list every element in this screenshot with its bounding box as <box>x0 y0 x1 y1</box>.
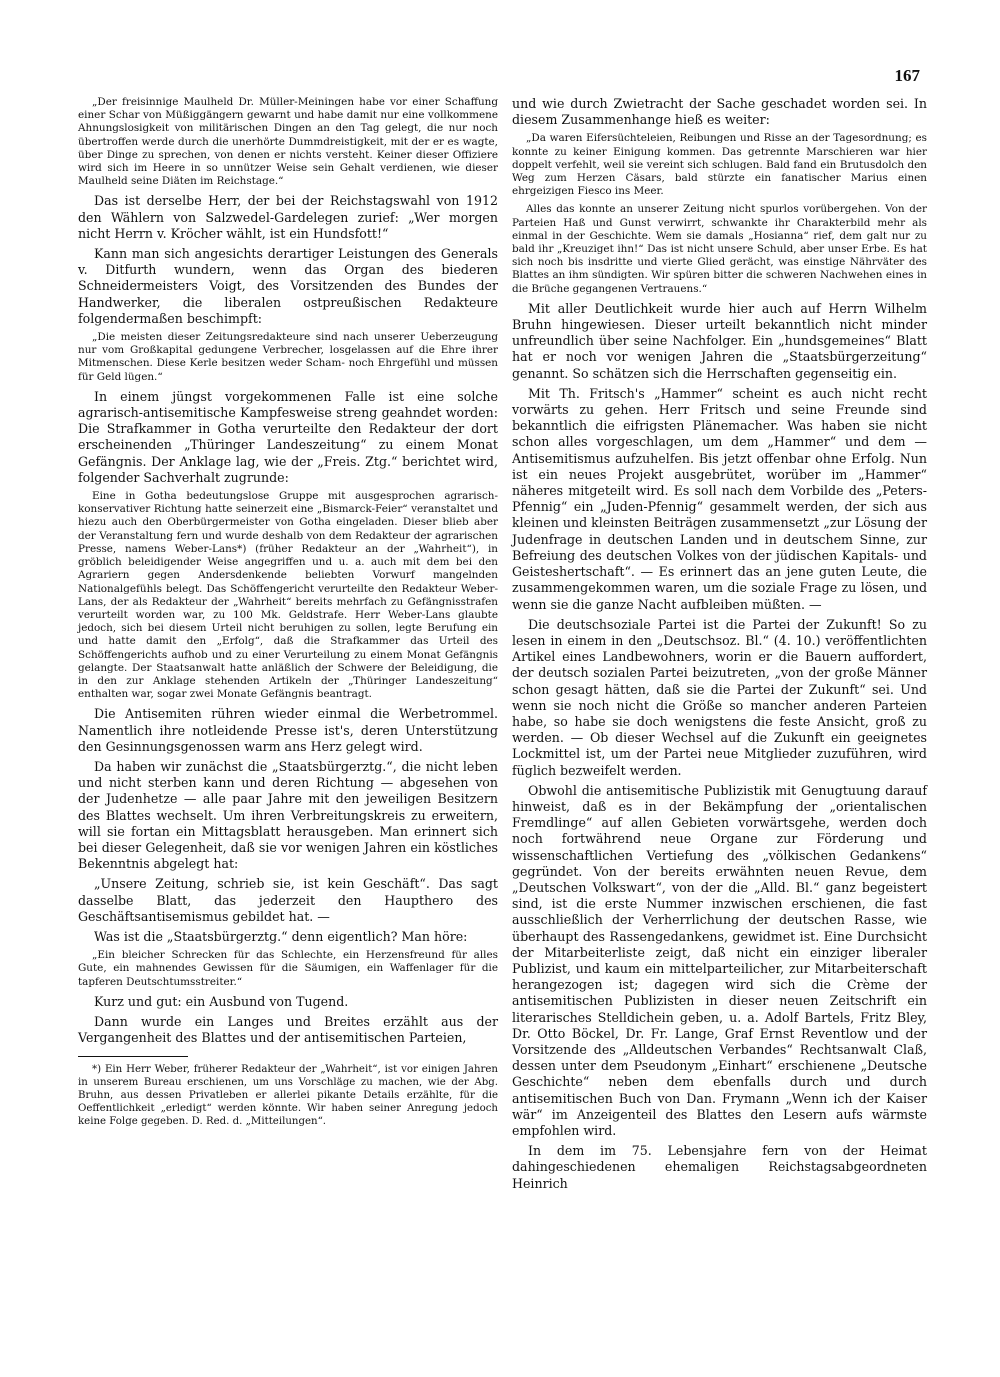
paragraph: Kann man sich angesichts derartiger Leistungen des Generals v. Ditfurth wundern, wenn das Organ des biederen Schneidermeisters Voigt, des Vorsitzenden des Bundes der Handwerker, die liberalen ostpreußischen Redakteure folgendermaßen beschimpft: <box>78 246 498 326</box>
paragraph: Das ist derselbe Herr, der bei der Reichstagswahl von 1912 den Wählern von Salzwedel-Gardelegen zurief: „Wer morgen nicht Herrn v. Kröcher wählt, ist ein Hundsfott!“ <box>78 193 498 241</box>
quote-redakteure: „Die meisten dieser Zeitungsredakteure sind nach unserer Ueberzeugung nur vom Großkapital gedungene Verbrecher, losgelassen auf die Ehre ihrer Mitmenschen. Diese Kerle besitzen weder Scham- noch Ehrgefühl und müssen für Geld lügen.“ <box>78 331 498 383</box>
paragraph: Die deutschsoziale Partei ist die Partei der Zukunft! So zu lesen in einem in den „Deutschsoz. Bl.“ (4. 10.) veröffentlichten Artikel eines Landbewohners, worin er die Bauern auffordert, der deutsch sozialen Partei beizutreten, „von der große Männer schon gesagt hätten, daß sie die Partei der Zukunft“ sei. Und wenn sie noch nicht die Größe so mancher anderen Parteien habe, so habe sie doch wenigstens die feste Ansicht, groß zu werden. — Ob dieser Wechsel auf die Zukunft ein geeignetes Lockmittel ist, um der Partei neue Mitglieder zuzuführen, wird füglich bezweifelt werden. <box>512 616 927 778</box>
quote-gotha-case: Eine in Gotha bedeutungslose Gruppe mit ausgesprochen agrarisch-konservativer Richtung hatte seinerzeit eine „Bismarck-Feier“ veranstaltet und hiezu auch den Oberbürgermeister von Gotha eingeladen. Dieser blieb aber der Veranstaltung fern und wurde deshalb von dem Redakteur der agrarischen Presse, namens Weber-Lans*) (früher Redakteur an der „Wahrheit“), in gröblich beleidigender Weise angegriffen und u. a. auch mit dem bei den Agrariern gegen Andersdenkende beliebten Vorwurf mangelnden Nationalgefühls belegt. Das Schöffengericht verurteilte den Redakteur Weber-Lans, der als Redakteur der „Wahrheit“ bereits mehrfach zu Gefängnisstrafen verurteilt worden war, zu 100 Mk. Geldstrafe. Herr Weber-Lans glaubte jedoch, sich bei diesem Urteil nicht beruhigen zu sollen, legte Berufung ein und hatte damit den „Erfolg“, daß die Strafkammer das Urteil des Schöffengerichts aufhob und zu einer Verurteilung zu einem Monat Gefängnis gelangte. Der Staatsanwalt hatte anläßlich der Schwere der Beleidigung, die in den zur Anklage stehenden Artikeln der „Thüringer Landeszeitung“ enthalten war, sogar zwei Monate Gefängnis beantragt. <box>78 490 498 701</box>
paragraph: Mit Th. Fritsch's „Hammer“ scheint es auch nicht recht vorwärts zu gehen. Herr Fritsch und seine Freunde sind bekanntlich die eifrigsten Plänemacher. Was haben sie nicht schon alles vorgeschlagen, um dem „Hammer“ und dem — Antisemitismus aufzuhelfen. Bis jetzt offenbar ohne Erfolg. Nun ist ein neues Projekt ausgebrütet, worüber im „Hammer“ näheres mitgeteilt wird. Es soll nach dem Vorbilde des „Peters-Pfennig“ ein „Juden-Pfennig“ gesammelt werden, der sich aus kleinen und kleinsten Beiträgen zusammensetzt „zur Lösung der Judenfrage in deutschen Landen und in deutschem Sinne, zur Befreiung des deutschen Volkes von der jüdischen Kapitals- und Geisteshertschaft“. — Es erinnert das an jene guten Leute, die zusammengekommen waren, um die soziale Frage zu lösen, und wenn sie die ganze Nacht aufbleiben müßten. — <box>512 385 927 612</box>
paragraph: Was ist die „Staatsbürgerztg.“ denn eigentlich? Man höre: <box>94 928 468 944</box>
paragraph: In dem im 75. Lebensjahre fern von der Heimat dahingeschiedenen ehemaligen Reichstagsabgeordneten Heinrich <box>512 1143 927 1191</box>
left-column <box>78 96 498 1128</box>
paragraph: „Unsere Zeitung, schrieb sie, ist kein Geschäft“. Das sagt dasselbe Blatt, das jederzeit den Haupthero des Geschäftsantisemismus gebildet hat. — <box>78 876 498 924</box>
footnote: *) Ein Herr Weber, früherer Redakteur der „Wahrheit“, ist vor einigen Jahren in unserem Bureau erschienen, um uns Vorschläge zu machen, wie der Abg. Bruhn, aus dessen Privatleben er allerlei pikante Details erzählte, für die Oeffentlichkeit „erledigt“ werden könnte. Wir haben seiner Anregung jedoch keine Folge gegeben. D. Red. d. „Mitteilungen“. <box>78 1064 498 1128</box>
paragraph: Obwohl die antisemitische Publizistik mit Genugtuung darauf hinweist, daß es in der Bekämpfung der „orientalischen Fremdlinge“ auf allen Gebieten vorwärtsgehe, werden doch noch fortwährend neue Organe zur Förderung und wissenschaftlichen Vertiefung des „völkischen Gedankens“ gegründet. Von der bereits erwähnten neuen Revue, dem „Deutschen Volkswart“, von der die „Alld. Bl.“ ganz begeistert sind, ist die erste Nummer inzwischen erschienen, die fast ausschließlich der Verherrlichung der deutschen Rasse, wie überhaupt des Rassengedankens, gewidmet ist. Eine Durchsicht der Mitarbeiterliste zeigt, daß nicht ein einziger liberaler Publizist, und kaum ein mittelparteilicher, zur Mitarbeiterschaft herangezogen ist; dagegen wird sich die Crème der antisemitischen Publizisten in dieser neuen Zeitschrift ein literarisches Stelldichein geben, u. a. Adolf Bartels, Fritz Bley, Dr. Otto Böckel, Dr. Fr. Lange, Graf Ernst Reventlow und der Vorsitzende des „Alldeutschen Verbandes“ Rechtsanwalt Claß, dessen unter dem Pseudonym „Einhart“ erschienene „Deutsche Geschichte“ neben dem ebenfalls durch und durch antisemitischen Buch von Dan. Frymann „Wenn ich der Kaiser wär“ im Anzeigenteil des Blattes den Lesern aufs wärmste empfohlen wird. <box>512 782 927 1138</box>
paragraph: Mit aller Deutlichkeit wurde hier auch auf Herrn Wilhelm Bruhn hingewiesen. Dieser urteilt bekanntlich nicht minder unfreundlich über seine Nachfolger. Ein „hundsgemeines“ Blatt hat er noch vor wenigen Jahren die „Staatsbürgerzeitung“ genannt. So schätzen sich die Herrschaften gegenseitig ein. <box>512 300 927 381</box>
paragraph: Die Antisemiten rühren wieder einmal die Werbetrommel. Namentlich ihre notleidende Presse ist's, deren Unterstützung den Gesinnungsgenossen warm ans Herz gelegt wird. <box>78 706 498 754</box>
right-column <box>512 96 927 1196</box>
paragraph: Da haben wir zunächst die „Staatsbürgerztg.“, die nicht leben und nicht sterben kann und deren Richtung — abgesehen von der Judenhetze — alle paar Jahre mit den jeweiligen Besitzern des Blattes wechselt. Um ihren Verbreitungskreis zu erweitern, will sie fortan ein Mittagsblatt herausgeben. Man erinnert sich bei dieser Gelegenheit, daß sie vor wenigen Jahren ein köstliches Bekenntnis abgelegt hat: <box>78 758 498 872</box>
paragraph: In einem jüngst vorgekommenen Falle ist eine solche agrarisch-antisemitische Kampfesweise streng geahndet worden: Die Strafkammer in Gotha verurteilte den Redakteur der dort erscheinenden „Thüringer Landeszeitung“ zu einem Monat Gefängnis. Der Anklage lag, wie der „Freis. Ztg.“ berichtet wird, folgender Sachverhalt zugrunde: <box>78 388 498 485</box>
paragraph: Kurz und gut: ein Ausbund von Tugend. <box>94 993 349 1009</box>
quote-vertrauen: Alles das konnte an unserer Zeitung nicht spurlos vorübergehen. Von der Parteien Haß und Gunst verwirrt, schwankte ihr Charakterbild mehr als einmal in der Geschichte. Wem sie damals „Hosianna“ rief, dem galt nur zu bald ihr „Kreuziget ihn!“ Das ist nicht unsere Schuld, aber unser Erbe. Es hat sich noch bis insdritte und vierte Glied gerächt, was einstige Nährväter des Blattes an ihm sündigten. Wir spüren bitter die schweren Nachwehen eines in die Brüche gegangenen Vertrauens.“ <box>512 203 927 295</box>
page-number: 167 <box>894 66 920 85</box>
quote-mueller-meiningen: „Der freisinnige Maulheld Dr. Müller-Meiningen habe vor einer Schaffung einer Schar von Müßiggängern gewarnt und habe damit nur eine vollkommene Ahnungslosigkeit von militärischen Dingen an den Tag gelegt, die nur noch übertroffen werde durch die unerhörte Dummdreistigkeit, mit der er es wagte, über Dinge zu sprechen, von denen er nichts versteht. Keiner dieser Offiziere wird sich im Heere in so unnützer Weise sein Gehalt verdienen, wie dieser Maulheld seine Diäten im Reichstage.“ <box>78 96 498 188</box>
quote-eifersuechteleien: „Da waren Eifersüchteleien, Reibungen und Risse an der Tagesordnung; es konnte zu keiner Einigung kommen. Das getrennte Marschieren war hier doppelt verfehlt, weil sie vereint sich schlugen. Bald fand ein Brutusdolch den Weg zum Herzen Cäsars, bald stürzte ein fanatischer Marius einen ehrgeizigen Fiesco ins Meer. <box>512 132 927 198</box>
quote-staatsbuergerztg: „Ein bleicher Schrecken für das Schlechte, ein Herzensfreund für alles Gute, ein mahnendes Gewissen für die Säumigen, ein Waffenlager für die tapferen Deutschtumsstreiter.“ <box>78 949 498 988</box>
paragraph: Dann wurde ein Langes und Breites erzählt aus der Vergangenheit des Blattes und der antisemitischen Parteien, <box>78 1013 498 1046</box>
footnote-divider <box>78 1056 188 1057</box>
paragraph: und wie durch Zwietracht der Sache geschadet worden sei. In diesem Zusammenhange hieß es weiter: <box>512 96 927 128</box>
